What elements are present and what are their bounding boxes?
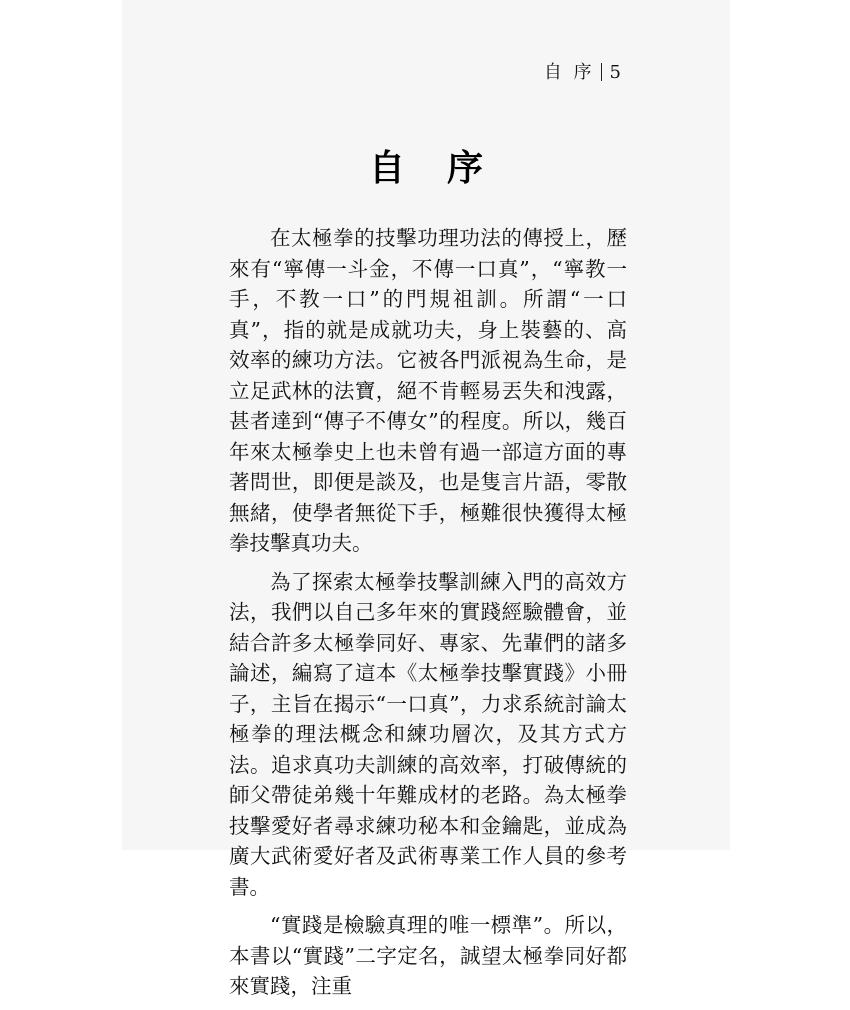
running-head-divider xyxy=(601,63,602,81)
paragraph-1: 在太極拳的技擊功理功法的傳授上，歷來有“寧傳一斗金，不傳一口真”，“寧教一手，不教一口”的門規祖訓。所謂“一口真”，指的就是成就功夫，身上裝藝的、高效率的練功方法。它被各門派視為生命，是立足武林的法寶，絕不肯輕易丟失和洩露，甚者達到“傳子不傳女”的程度。所以，幾百年來太極拳史上也未曾有過一部這方面的專著問世，即便是談及，也是隻言片語，零散無緒，使學者無從下手，極難很快獲得太極拳技擊真功夫。 xyxy=(229,226,627,555)
body-text xyxy=(229,223,627,1010)
running-head xyxy=(544,58,624,84)
paragraph-3: “實踐是檢驗真理的唯一標準”。所以，本書以“實踐”二字定名，誠望太極拳同好都來實踐，注重 xyxy=(229,913,627,998)
book-page xyxy=(122,0,730,998)
page-number: 5 xyxy=(609,62,624,83)
running-head-section: 自 序 xyxy=(543,62,595,83)
paragraph-2: 為了探索太極拳技擊訓練入門的高效方法，我們以自己多年來的實踐經驗體會，並結合許多太極拳同好、專家、先輩們的諸多論述，編寫了這本《太極拳技擊實踐》小冊子，主旨在揭示“一口真”，力求系統討論太極拳的理法概念和練功層次，及其方式方法。追求真功夫訓練的高效率，打破傳統的師父帶徒弟幾十年難成材的老路。為太極拳技擊愛好者尋求練功秘本和金鑰匙，並成為廣大武術愛好者及武術專業工作人員的參考書。 xyxy=(229,569,627,899)
chapter-title: 自序 xyxy=(368,148,525,189)
